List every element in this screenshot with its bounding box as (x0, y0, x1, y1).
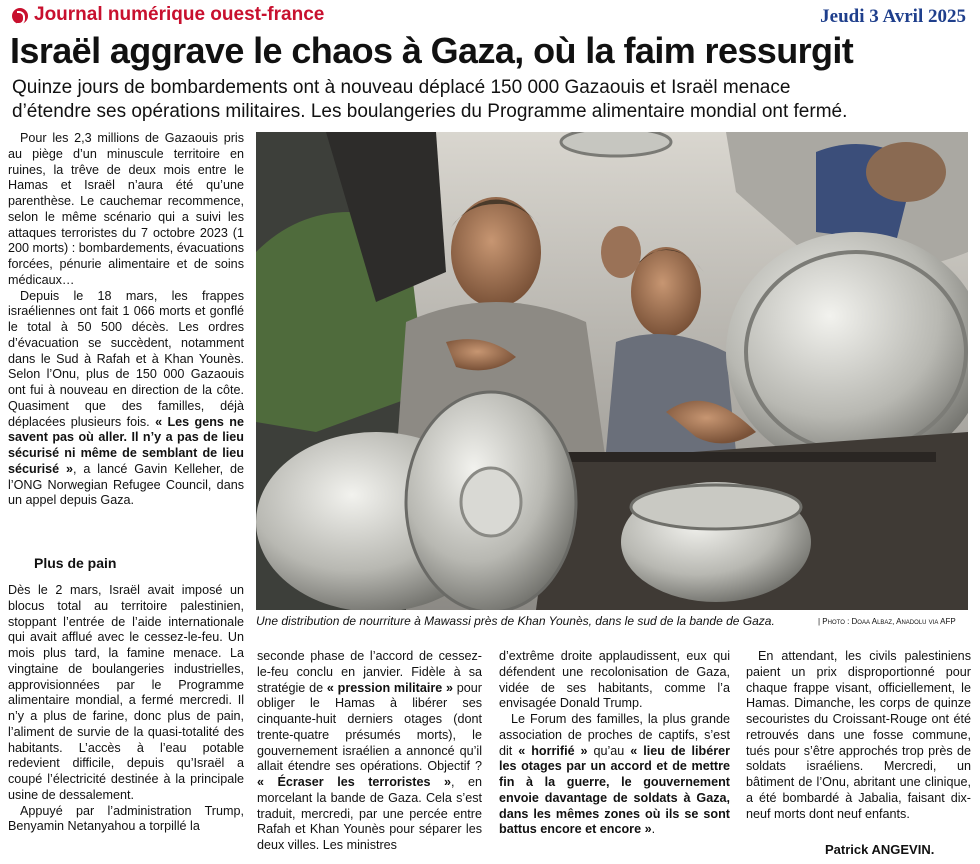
text-run: , a lancé Gavin Kelleher, de l’ONG Norwegian Refugee Council, dans un appel depuis Gaza. (8, 461, 244, 508)
journal-name: Journal numérique ouest-france (34, 4, 325, 25)
article-column-3 (499, 649, 730, 838)
author-signature: Patrick ANGEVIN. (825, 842, 935, 857)
paragraph: d’extrême droite applaudissent, eux qui défendent une recolonisation de Gaza, vidée de ses habitants, comme l’a envisagée Donald Trump. (499, 649, 730, 711)
article-column-4 (746, 649, 971, 822)
paragraph (499, 712, 730, 838)
quote-bold: « lieu de libérer les otages par un accord et de mettre fin à la guerre, le gouvernement envoie davantage de soldats à Gaza, dans les mêmes zones où ils se sont battus encore et encore » (499, 743, 731, 837)
quote-bold: « pression militaire » (326, 680, 454, 695)
paragraph: En attendant, les civils palestiniens paient un prix disproportionné pour chaque frappe visant, officiellement, le Hamas. Dimanche, les corps de quinze secouristes du Croissant-Rouge ont été retrouvés dans une fosse commune, tués pour s’être approchés trop près de soldats israéliens. Mercredi, un bâtiment de l’Onu, abritant une clinique, a été bombardé à Jabalia, faisant dix-neuf morts dont neuf enfants. (746, 649, 971, 821)
paragraph: Pour les 2,3 millions de Gazaouis pris au piège d’un minuscule territoire en ruines, la trêve de deux mois entre le Hamas et Israël n’aura été qu’une parenthèse. Le cauchemar recommence, selon le même scénario qui a suivi les attaques terroristes du 7 octobre 2023 (1 200 morts) : bombardements, évacuations forcées, pénurie alimentaire et de soins médicaux… (8, 131, 244, 287)
photo-caption: Une distribution de nourriture à Mawassi près de Khan Younès, dans le sud de la bande de Gaza. (256, 614, 775, 628)
paragraph (257, 649, 482, 854)
paragraph: Dès le 2 mars, Israël avait imposé un blocus total au territoire palestinien, stoppant l’entrée de l’aide internationale qui avait afflué avec le cessez-le-feu. Un mois plus tard, la famine menace. La vingtaine de boulangeries industrielles, approvisionnées par le Programme alimentaire mondial, a fermé mercredi. Il n’y a plus de farine, donc plus de pain, l’aliment de survie de la quasi-totalité des habitants. L’accès à l’eau potable redevient difficile, depuis qu’Israël a coupé l’électricité destinée à la principale usine de dessalement. (8, 583, 244, 802)
article-column-2 (257, 649, 482, 854)
text-run: pour obliger le Hamas à libérer ses cinquante-huit derniers otages (dont trente-quatre présumés morts), le gouvernement israélien a annoncé qu’il allait étendre ses opérations. Objectif ? (257, 680, 482, 774)
text-run: , en morcelant la bande de Gaza. Cela s’est traduit, mercredi, par une percée entre Rafah et Khan Younès pour séparer les deux villes. Les ministres (257, 775, 482, 852)
article-column-1-continued (8, 583, 244, 835)
text-run: . (651, 822, 656, 837)
text-run: qu’au (587, 743, 631, 758)
issue-date: Jeudi 3 Avril 2025 (820, 6, 966, 27)
news-photo (256, 132, 968, 610)
standfirst (12, 76, 972, 124)
journal-logo-icon (12, 8, 28, 24)
text-run: Le Forum des familles, la plus grande association de proches de captifs, s’est dit (499, 712, 730, 758)
article-column-1 (8, 131, 244, 509)
text-run: Depuis le 18 mars, les frappes israéliennes ont fait 1 066 morts et gonflé le total à 50 500 décès. Les ordres d’évacuation se succèdent, notamment dans le Sud à Rafah et à Khan Younès. Selon l’Onu, plus de 150 000 Gazaouis ont fui à nouveau en direction de la côte. Quasiment que des familles, déjà déplacées plusieurs fois. (8, 288, 244, 429)
paragraph: Appuyé par l’administration Trump, Benyamin Netanyahou a torpillé la (8, 803, 244, 834)
quote-bold: « Les gens ne savent pas où aller. Il n’y a pas de lieu sécurisé ni même de semblant de lieu sécurisé » (8, 414, 244, 476)
headline: Israël aggrave le chaos à Gaza, où la faim ressurgit (10, 30, 854, 71)
quote-bold: « horrifié » (518, 743, 588, 758)
photo-illustration (256, 132, 968, 610)
subheading: Plus de pain (34, 555, 117, 571)
standfirst-line: Quinze jours de bombardements ont à nouveau déplacé 150 000 Gazaouis et Israël menace (12, 77, 791, 98)
paragraph (8, 289, 244, 510)
text-run: seconde phase de l’accord de cessez-le-feu conclu en janvier. Fidèle à sa stratégie de (257, 649, 482, 695)
quote-bold: « Écraser les terroristes » (257, 775, 451, 789)
standfirst-line: d’étendre ses opérations militaires. Les boulangeries du Programme alimentaire mondial ont fermé. (12, 101, 848, 122)
photo-credit: | Photo : Doaa Albaz, Anadolu via AFP (818, 617, 956, 626)
